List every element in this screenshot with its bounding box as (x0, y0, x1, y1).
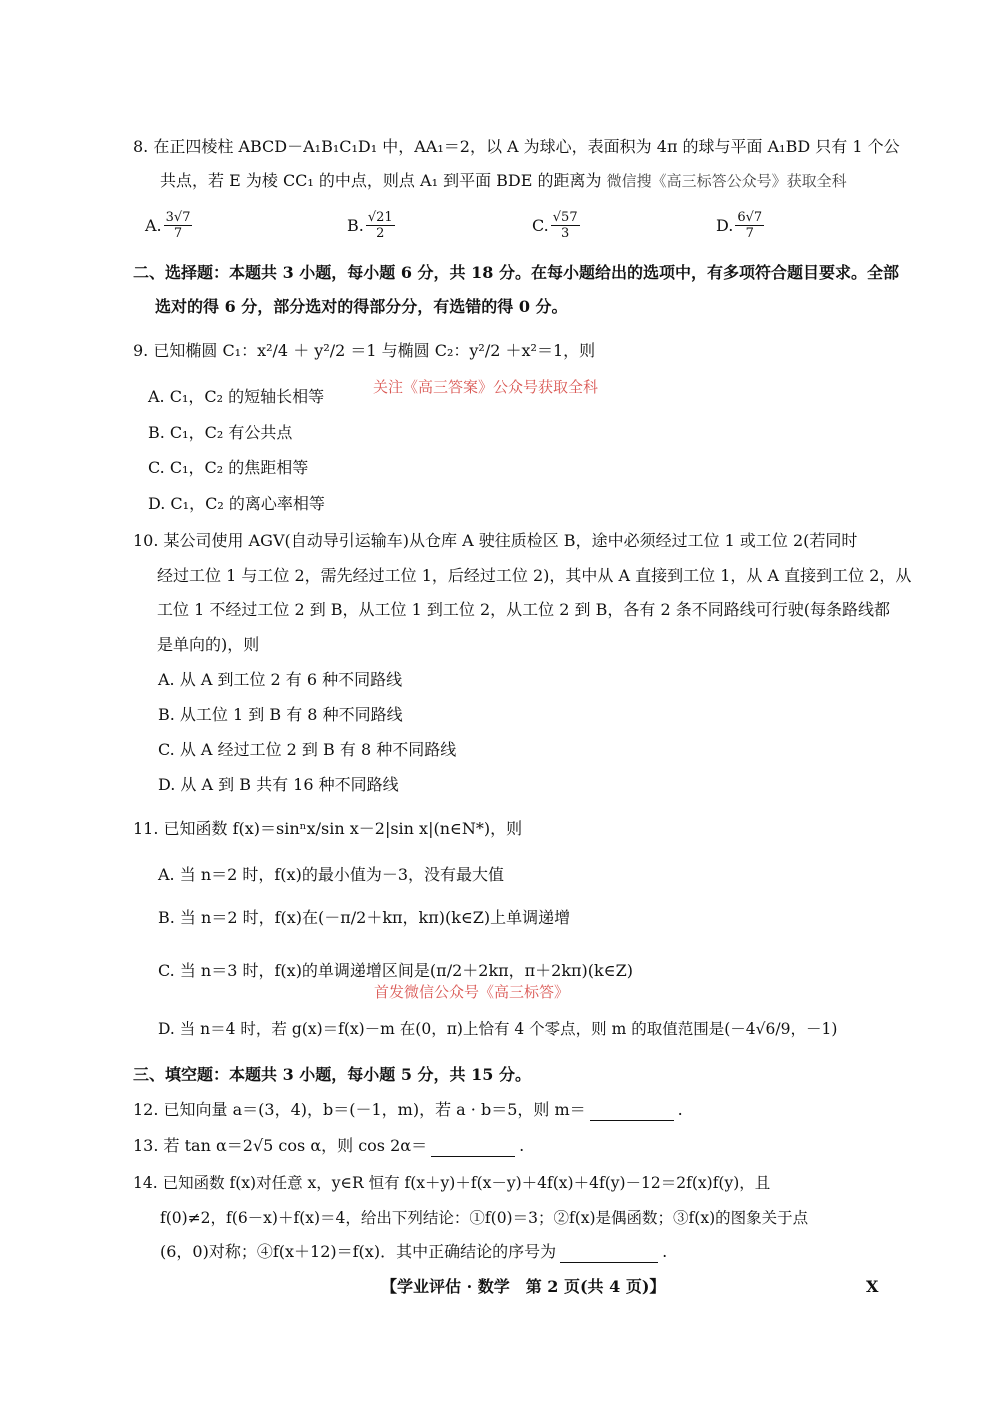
q12 (133, 1099, 683, 1121)
q10-line-3: 工位 1 不经过工位 2 到 B，从工位 1 到工位 2，从工位 2 到 B，各有 2 条不同路线可行驶(每条路线都 (157, 600, 890, 619)
q10-option-b: B. 从工位 1 到 B 有 8 种不同路线 (158, 705, 403, 724)
q10-option-c: C. 从 A 经过工位 2 到 B 有 8 种不同路线 (158, 740, 457, 759)
option-fraction (551, 210, 580, 241)
option-label: B. (347, 216, 364, 235)
section-3-heading: 三、填空题：本题共 3 小题，每小题 5 分，共 15 分。 (133, 1065, 531, 1084)
option-fraction (366, 210, 395, 241)
watermark-text: 关注《高三答案》公众号获取全科 (373, 378, 599, 396)
q8-line-2-text: 共点，若 E 为棱 CC₁ 的中点，则点 A₁ 到平面 BDE 的距离为 (160, 171, 602, 190)
q10-line-4: 是单向的)，则 (157, 635, 260, 654)
q12-end: . (677, 1100, 683, 1119)
fraction-denominator: 7 (173, 226, 183, 241)
fraction-numerator: √21 (367, 210, 393, 225)
q8-option-c (532, 210, 582, 241)
q9-option-a: A. C₁，C₂ 的短轴长相等 (148, 387, 325, 406)
q13 (133, 1135, 524, 1157)
fraction-numerator: 3√7 (165, 210, 191, 225)
q14-line-3-text: (6，0)对称；④f(x＋12)＝f(x)．其中正确结论的序号为 (160, 1242, 557, 1261)
q9-option-c: C. C₁，C₂ 的焦距相等 (148, 458, 309, 477)
q8-option-a (145, 210, 194, 241)
q11-option-c: C. 当 n＝3 时，f(x)的单调递增区间是(π/2＋2kπ，π＋2kπ)(k∈Z) (158, 961, 633, 980)
section-2-instructions: 选对的得 6 分，部分选对的得部分分，有选错的得 0 分。 (155, 297, 568, 316)
q8-option-b (347, 210, 397, 241)
q8-option-d (716, 210, 766, 241)
answer-blank[interactable] (560, 1246, 658, 1263)
fraction-numerator: 6√7 (737, 210, 763, 225)
q14-line-2: f(0)≠2，f(6－x)＋f(x)＝4，给出下列结论：①f(0)＝3；②f(x)是偶函数；③f(x)的图象关于点 (160, 1209, 809, 1227)
q11-stem: 11. 已知函数 f(x)＝sinⁿx/sin x－2|sin x|(n∈N*)，则 (133, 819, 523, 838)
fraction-denominator: 2 (376, 226, 385, 241)
q8-line-1: 8. 在正四棱柱 ABCD－A₁B₁C₁D₁ 中，AA₁＝2，以 A 为球心，表面积为 4π 的球与平面 A₁BD 只有 1 个公 (133, 137, 900, 156)
q8-line-2 (160, 170, 847, 192)
page-footer-code: X (866, 1277, 879, 1296)
q14-end: . (662, 1242, 668, 1261)
q9-option-b: B. C₁，C₂ 有公共点 (148, 423, 293, 442)
q10-line-2: 经过工位 1 与工位 2，需先经过工位 1，后经过工位 2)，其中从 A 直接到工位 1，从 A 直接到工位 2，从 (157, 566, 912, 585)
option-fraction (164, 210, 193, 241)
page-footer: 【学业评估 · 数学 第 2 页(共 4 页)】 (381, 1277, 666, 1296)
section-2-heading: 二、选择题：本题共 3 小题，每小题 6 分，共 18 分。在每小题给出的选项中，有多项符合题目要求。全部 (133, 263, 899, 282)
option-fraction (735, 210, 764, 241)
q11-option-a: A. 当 n＝2 时，f(x)的最小值为－3，没有最大值 (158, 865, 504, 884)
watermark-text: 微信搜《高三标答公众号》获取全科 (606, 172, 847, 190)
q10-option-a: A. 从 A 到工位 2 有 6 种不同路线 (158, 670, 403, 689)
q9-option-d: D. C₁，C₂ 的离心率相等 (148, 494, 325, 513)
fraction-denominator: 7 (745, 226, 754, 241)
q12-text: 12. 已知向量 a＝(3，4)，b＝(－1，m)，若 a · b＝5，则 m＝ (133, 1100, 586, 1119)
answer-blank[interactable] (431, 1140, 515, 1157)
fraction-denominator: 3 (561, 226, 570, 241)
q13-text: 13. 若 tan α＝2√5 cos α，则 cos 2α＝ (133, 1136, 428, 1155)
q10-option-d: D. 从 A 到 B 共有 16 种不同路线 (158, 775, 399, 794)
q11-option-d: D. 当 n＝4 时，若 g(x)＝f(x)－m 在(0，π)上恰有 4 个零点，则 m 的取值范围是(－4√6/9，－1) (158, 1020, 838, 1038)
q14-line-1: 14. 已知函数 f(x)对任意 x，y∈R 恒有 f(x＋y)＋f(x－y)＋4f(x)＋4f(y)－12＝2f(x)f(y)，且 (133, 1174, 771, 1192)
option-label: C. (532, 216, 549, 235)
option-label: D. (716, 216, 734, 235)
watermark-text: 首发微信公众号《高三标答》 (374, 983, 570, 1001)
q14-line-3 (160, 1241, 667, 1263)
q9-stem: 9. 已知椭圆 C₁：x²/4 ＋ y²/2 ＝1 与椭圆 C₂：y²/2 ＋x²＝1，则 (133, 341, 596, 360)
q13-end: . (519, 1136, 525, 1155)
q10-line-1: 10. 某公司使用 AGV(自动导引运输车)从仓库 A 驶往质检区 B，途中必须经过工位 1 或工位 2(若同时 (133, 531, 858, 550)
option-label: A. (145, 216, 162, 235)
answer-blank[interactable] (590, 1104, 674, 1121)
q11-option-b: B. 当 n＝2 时，f(x)在(－π/2＋kπ，kπ)(k∈Z)上单调递增 (158, 908, 571, 927)
fraction-numerator: √57 (552, 210, 578, 225)
